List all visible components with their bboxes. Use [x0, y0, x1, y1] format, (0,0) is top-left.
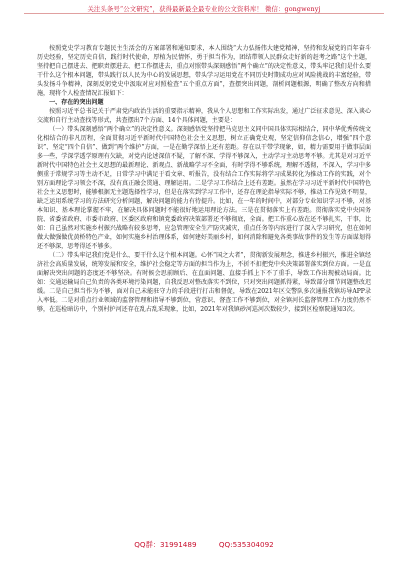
document-body: [37, 44, 371, 314]
item-two-paragraph: （二）带头牢记我们党是什么、要干什么这个根本问题。心怀“国之大者”，贯彻新发展理念，推进乡村振兴，推进全镇经济社会高质量发展，统筹发展和安全，维护社会稳定等方面的担当作为上，不折不扣把党中央决策部署落实到位方面。一是直面解决突出问题的态度还不够坚决。有时候会思前顾后、在直面问题、直接手抓上下不了重手，导致工作出现被动局面。比如：交通运输局自己负责的各类环境污染问题，自我反思对整改落实不到位，只对突出问题抓得紧，导致部分细节问题整改迟缓。二是自己担当作为不够，面对自己未能驻守力的手段进行打击和督促，导致在2021年区交警队多次通报我镇坊导APP录入率低。二是对重点行业领域的监督管理和指导不够到位，营意识、督查工作不够到位，对全镇河长监督管理工作力度仍然不够，在巡检暗访中，个别村护河还存在乱占乱采现象，比如，2021年对我镇砂河巡河次数较少，接到区检察院通知3次。: [37, 252, 371, 313]
footer-qq: QQ:535304092: [218, 540, 274, 549]
section-heading: 一、存在的突出问题: [49, 99, 104, 106]
section-intro-paragraph: 按照习近平总书记关于严肃党内政治生活的重要指示精神，我从个人思想和工作实际出发，通过广泛征求意见、深入谈心交流和自行主动查找等形式，共查摆出7个方面、14个具体问题，主要是：: [37, 108, 371, 124]
footer-contact: [0, 540, 408, 550]
footer-qq-group: QQ群：31991489: [134, 540, 197, 549]
intro-paragraph: 按照党史学习教育专题民主生活会的方案部署和通知要求，本人围绕“大力弘扬伟大建党精神，坚持和发展党的百年奋斗历史经验，坚定历史自信，践行时代使命，厚植为民情怀，勇于担当作为，团结带领人民群众走好新的赶考之路”这个主题，坚持把自己摆进去、把职责摆进去、把工作摆进去，重点对照带头深刻感悟“两个确立”的决定性意义，带头牢记我们是什么要干什么这个根本问题，带头践行以人民为中心的发展思想，带头学习运用党在不同历史时期成功应对风险挑战的丰富经验，带头发扬斗争精神，深刻反躬党史中汲取对应对照检查“五个重点方面”，查摆突出问题，剖析问题根源，明确了整改方向和措施，现将个人检查情况汇报如下：: [37, 45, 371, 97]
item-one-paragraph: （一）带头深刻感悟“两个确立”的决定性意义。深刻感悟党坚持把马克思主义同中国具体实际相结合，同中华优秀传统文化相结合的非凡历程，全面贯彻习近平新时代中国特色社会主义思想，树立正确党史观，坚定信仰信念信心，增强“四个意识”、坚定“四个自信”、做到“两个维护”方面，一是在勤学深悟上还有差距。存在以干带学现象，如，精力需要用于做事层面多一些，学深学透学原理有欠缺，对党内论述深信不疑，了解不深、学得不够深入，主动学习主动思考不够。尤其是对习近平新时代中国特色社会主义思想的最新理论、新观点、新战略学习不全面，有时学得不够系统，理解不透彻，不深入，学习中多侧重于常规学习等主动不足，日常学习中满足于看文章、听报告，没有结合工作实际将学习成果转化为推动工作的实践，对个别方面理论学习领会不深，没有真正融会贯通、理解运用。二是学习工作结合上还有差距。虽然在学习习近平新时代中国特色社会主义思想时，能够根据无主题选择性学习，但是在落实到学习工作中，还存在理论指导实际不够，推动工作见效不明显，缺乏运用系统学习的方法研究分析问题，解决问题的能力有待提升。比如，在一年的时间中，对部分专业知识学习不够，对基本知识、基本理论掌握不牢，在解决具体问题时不能很好地运用理论方法。三是在贯彻落实上有差距。贯彻落实党中央国务院、省委省政府、市委市政府、区委区政府和镇党委政府决策部署还不够彻底，全面。把工作重心放在还不够扎实，干事，比如：自己虽然对实施乡村振兴战略有较多思考，应急管理安全生产防灾减灾，重点任务等内容进行了深入学习研究，但在如何做大做强做优黄桥特色产业，如何实施乡村治理体系，如何建好美丽乡村，如何消除和避免各类事故事件的发生等方面谋划得还不够深，思考得还不够多。: [37, 126, 371, 250]
header-divider: [24, 13, 384, 14]
header-banner: 关注头条号“公文研究”，获得最新最全最专业的公文资料库！ 微信：gongwenyj: [87, 5, 321, 13]
